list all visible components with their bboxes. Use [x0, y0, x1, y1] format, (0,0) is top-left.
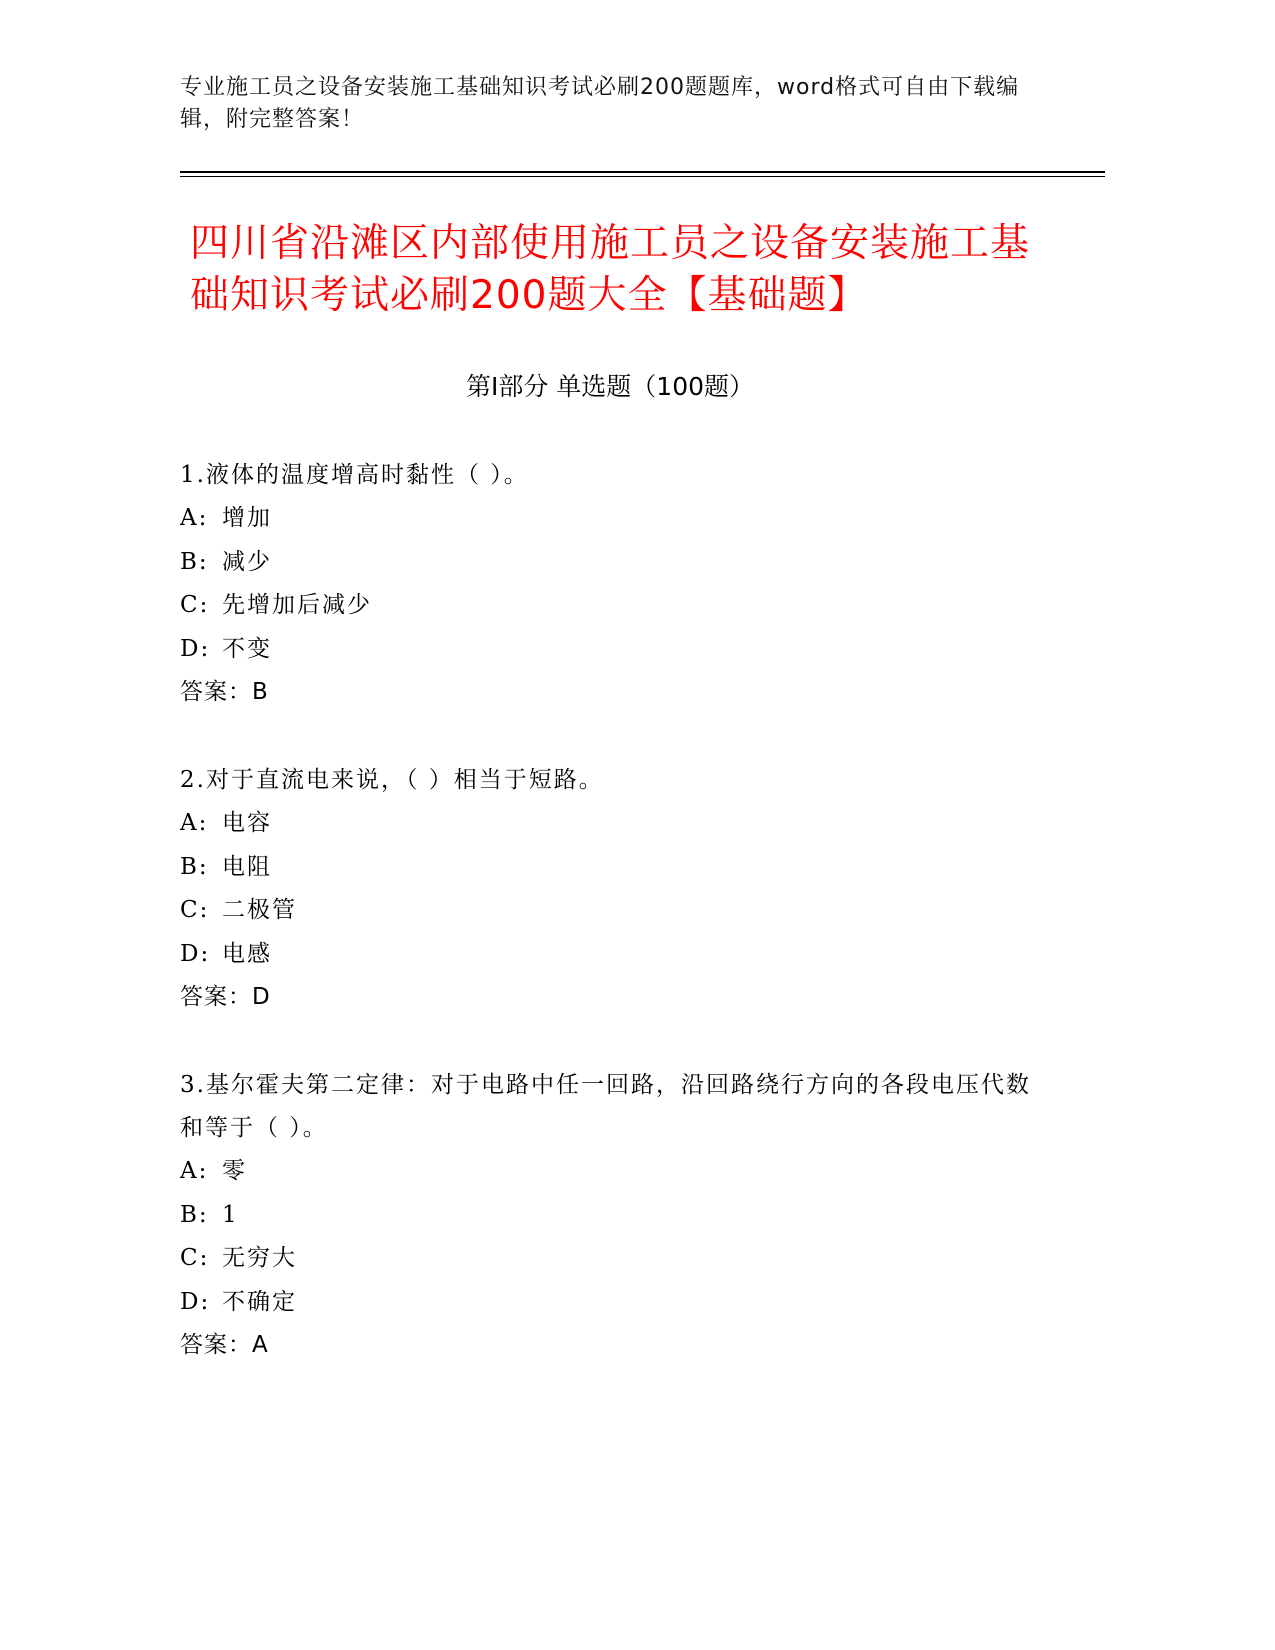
option-text: 电感: [222, 940, 272, 967]
answer: 答案：D: [180, 984, 271, 1010]
answer: 答案：B: [180, 679, 269, 705]
option-d: [180, 628, 1040, 672]
question-text: 2.对于直流电来说，（ ）相当于短路。: [180, 767, 604, 793]
header-divider-thick: [180, 171, 1105, 173]
option-b: [180, 541, 1040, 585]
document-title: 四川省沿滩区内部使用施工员之设备安装施工基础知识考试必刷200题大全【基础题】: [190, 221, 1031, 318]
option-a: [180, 802, 1040, 846]
option-letter: C:: [180, 592, 210, 618]
option-letter: A:: [180, 1158, 209, 1184]
question-text: 3.基尔霍夫第二定律：对于电路中任一回路，沿回路绕行方向的各段电压代数和等于（ ）。: [180, 1072, 1031, 1141]
option-letter: A:: [180, 810, 209, 836]
option-text: 零: [222, 1158, 247, 1184]
option-text: 不变: [222, 635, 272, 662]
option-text: 无穷大: [222, 1245, 297, 1271]
section-heading: 第Ⅰ部分 单选题（100题）: [465, 372, 755, 401]
option-c: [180, 1237, 1040, 1281]
option-letter: C:: [180, 1245, 210, 1271]
option-letter: B:: [180, 853, 209, 880]
option-letter: A:: [180, 505, 209, 531]
option-a: [180, 497, 1040, 541]
header-divider-thin: [180, 176, 1105, 177]
option-letter: D:: [180, 940, 211, 967]
answer: 答案：A: [180, 1332, 269, 1358]
option-text: 二极管: [222, 897, 297, 923]
option-d: [180, 1281, 1040, 1325]
question-1: [180, 454, 1040, 714]
option-text: 减少: [222, 548, 272, 575]
option-c: [180, 889, 1040, 933]
option-letter: B:: [180, 548, 209, 575]
option-d: [180, 933, 1040, 977]
option-b: [180, 846, 1040, 890]
option-letter: C:: [180, 897, 210, 923]
option-a: [180, 1150, 1040, 1194]
option-text: 1: [222, 1201, 239, 1228]
header-note: 专业施工员之设备安装施工基础知识考试必刷200题题库，word格式可自由下载编辑，附完整答案！: [180, 75, 1020, 132]
option-c: [180, 584, 1040, 628]
option-text: 不确定: [222, 1288, 297, 1315]
option-text: 增加: [222, 505, 272, 531]
option-text: 先增加后减少: [222, 592, 372, 618]
question-2: [180, 759, 1040, 1019]
question-text: 1.液体的温度增高时黏性（ ）。: [180, 462, 529, 488]
option-letter: D:: [180, 1288, 211, 1315]
option-letter: B:: [180, 1201, 209, 1228]
option-text: 电容: [222, 810, 272, 836]
question-3: [180, 1064, 1040, 1367]
option-letter: D:: [180, 635, 211, 662]
option-b: [180, 1194, 1040, 1238]
option-text: 电阻: [222, 853, 272, 880]
